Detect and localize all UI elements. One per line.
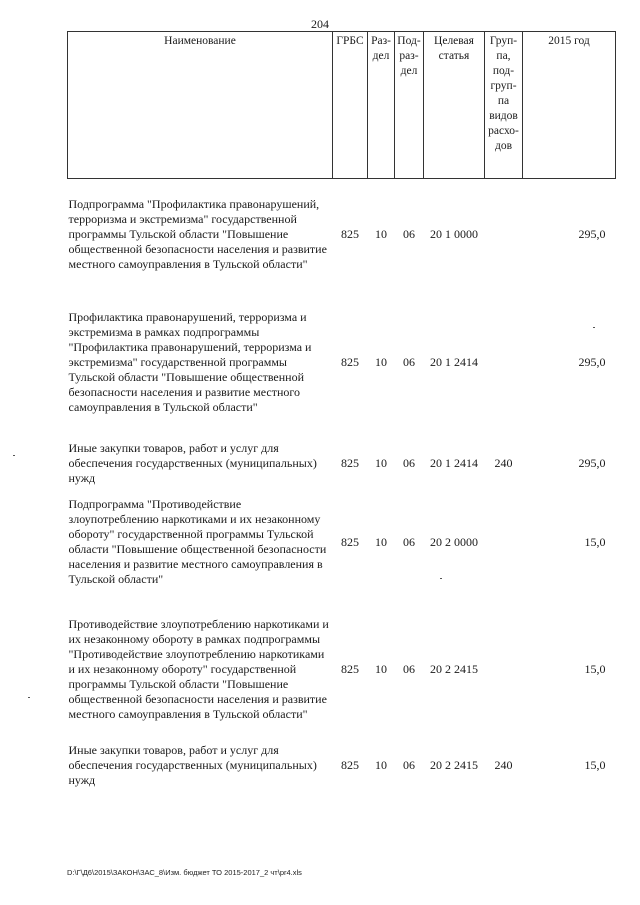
row-name: Иные закупки товаров, работ и услуг для обеспечения государственных (муниципальных) нужд xyxy=(68,742,317,787)
row-celevaya: 20 2 0000 xyxy=(430,534,478,549)
row-celevaya: 20 2 2415 xyxy=(430,661,478,676)
table-row xyxy=(68,308,616,416)
row-podrazdel: 06 xyxy=(403,534,415,549)
row-amount: 15,0 xyxy=(584,534,606,549)
row-gruppa: 240 xyxy=(494,455,513,470)
row-razdel: 10 xyxy=(375,227,387,241)
row-grbs: 825 xyxy=(341,455,359,470)
table-row xyxy=(68,439,616,487)
row-amount: 15,0 xyxy=(584,661,606,676)
header-year: 2015 год xyxy=(523,32,616,179)
row-podrazdel: 06 xyxy=(403,354,415,369)
row-grbs: 825 xyxy=(341,534,359,549)
row-name: Подпрограмма "Профилактика правонарушений, терроризма и экстремизма" государственной программы Тульской области "Повышение общественной безопасности населения и развитие местного самоуправления в Тульской области" xyxy=(68,197,327,271)
header-gruppa: Груп- па, под- груп- па видов расхо- дов xyxy=(485,32,523,179)
row-gruppa xyxy=(485,308,523,416)
scan-speck xyxy=(593,327,595,328)
row-grbs: 825 xyxy=(341,661,359,676)
table-row xyxy=(68,597,616,741)
row-razdel: 10 xyxy=(375,757,387,772)
scan-speck xyxy=(13,455,15,456)
row-grbs: 825 xyxy=(341,354,359,369)
file-path-footer: D:\Г\Д6\2015\ЗАКОН\ЗАС_8\Изм. бюджет ТО 2015-2017_2 чт\pr4.xls xyxy=(67,868,302,877)
row-amount: 295,0 xyxy=(578,354,606,369)
row-gruppa xyxy=(485,187,523,282)
row-razdel: 10 xyxy=(375,455,387,470)
page-number: 204 xyxy=(311,17,329,31)
scan-speck xyxy=(440,578,442,579)
row-grbs: 825 xyxy=(341,757,359,772)
row-name: Подпрограмма "Противодействие злоупотреблению наркотиками и их незаконному обороту" государственной программы Тульской области "Повышение общественной безопасности населения и развитие местного самоуправления в Тульской области" xyxy=(68,497,327,586)
row-gruppa xyxy=(485,597,523,741)
row-podrazdel: 06 xyxy=(403,227,415,241)
scan-speck xyxy=(28,697,30,698)
table-header-row xyxy=(68,32,616,179)
header-celevaya: Целевая статья xyxy=(424,32,485,179)
row-podrazdel: 06 xyxy=(403,661,415,676)
row-podrazdel: 06 xyxy=(403,757,415,772)
row-celevaya: 20 1 2414 xyxy=(430,354,478,369)
header-name: Наименование xyxy=(68,32,333,179)
row-amount: 15,0 xyxy=(584,757,606,772)
row-gruppa xyxy=(485,487,523,597)
row-razdel: 10 xyxy=(375,534,387,549)
header-grbs: ГРБС xyxy=(333,32,368,179)
table-row xyxy=(68,741,616,789)
table-row xyxy=(68,487,616,597)
header-podrazdel: Под- раз- дел xyxy=(395,32,424,179)
row-grbs: 825 xyxy=(341,227,359,241)
row-razdel: 10 xyxy=(375,661,387,676)
row-celevaya: 20 1 0000 xyxy=(430,227,478,241)
table-row xyxy=(68,187,616,282)
row-name: Иные закупки товаров, работ и услуг для обеспечения государственных (муниципальных) нужд xyxy=(68,440,317,485)
budget-table xyxy=(67,31,616,789)
row-amount: 295,0 xyxy=(578,455,606,470)
header-razdel: Раз- дел xyxy=(368,32,395,179)
row-celevaya: 20 1 2414 xyxy=(430,455,478,470)
row-amount: 295,0 xyxy=(578,227,606,241)
row-gruppa: 240 xyxy=(494,757,513,772)
row-name: Противодействие злоупотреблению наркотиками и их незаконному обороту в рамках подпрограммы "Противодействие злоупотреблению наркотиками и их незаконному обороту" государственной программы Тульской области "Повышение общественной безопасности населения и развитие местного самоуправления в Тульской области" xyxy=(68,616,329,721)
row-podrazdel: 06 xyxy=(403,455,415,470)
row-name: Профилактика правонарушений, терроризма и экстремизма в рамках подпрограммы "Профилактика правонарушений, терроризма и экстремизма" государственной программы Тульской области "Повышение общественной безопасности населения и развитие местного самоуправления в Тульской области" xyxy=(68,309,312,414)
row-razdel: 10 xyxy=(375,354,387,369)
row-celevaya: 20 2 2415 xyxy=(430,757,478,772)
